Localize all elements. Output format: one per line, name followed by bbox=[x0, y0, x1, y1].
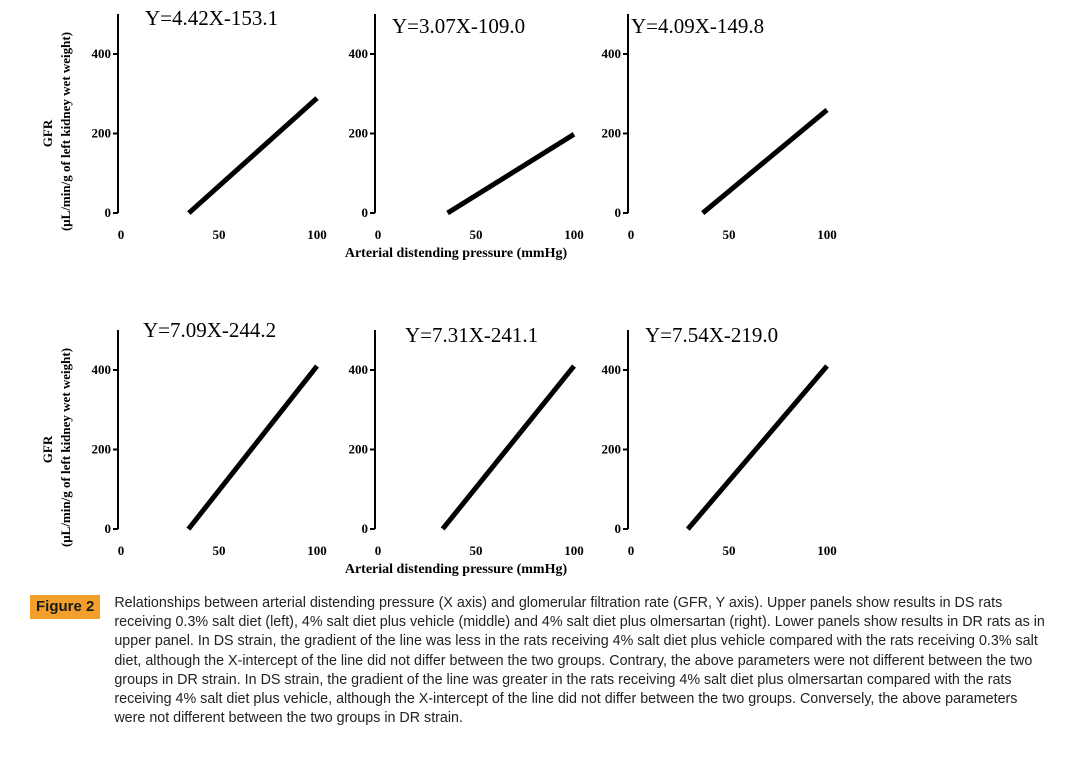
figure-caption bbox=[30, 594, 1052, 728]
x-tick-label: 0 bbox=[117, 543, 125, 558]
x-tick-label: 100 bbox=[307, 543, 327, 558]
y-tick-label: 400 bbox=[91, 46, 111, 61]
panel-upper-right bbox=[602, 14, 837, 242]
equation-label: Y=7.31X-241.1 bbox=[405, 323, 539, 347]
x-tick-label: 100 bbox=[817, 227, 837, 242]
y-tick-label: 200 bbox=[348, 441, 368, 457]
y-tick-label: 0 bbox=[614, 521, 621, 536]
panel-upper-left bbox=[40, 6, 327, 242]
equation-label: Y=4.09X-149.8 bbox=[631, 14, 765, 38]
x-tick-label: 50 bbox=[722, 227, 736, 242]
x-tick-label: 0 bbox=[374, 543, 382, 558]
regression-line bbox=[688, 366, 827, 529]
x-tick-label: 50 bbox=[469, 227, 483, 242]
panel-lower-left bbox=[40, 318, 327, 558]
y-tick-label: 200 bbox=[91, 441, 111, 457]
y-tick-label: 0 bbox=[614, 205, 621, 220]
y-tick-label: 0 bbox=[361, 521, 368, 536]
y-tick-label: 400 bbox=[348, 46, 368, 61]
equation-label: Y=7.54X-219.0 bbox=[645, 323, 779, 347]
y-tick-label: 0 bbox=[361, 205, 368, 220]
y-tick-label: 400 bbox=[601, 362, 621, 377]
y-axis-subtitle: (μL/min/g of left kidney wet weight) bbox=[58, 31, 73, 232]
regression-line bbox=[189, 98, 317, 213]
y-tick-label: 400 bbox=[91, 362, 111, 377]
x-axis-title: Arterial distending pressure (mmHg) bbox=[344, 246, 568, 261]
y-tick-label: 200 bbox=[348, 125, 368, 141]
equation-label: Y=3.07X-109.0 bbox=[392, 14, 526, 38]
x-tick-label: 100 bbox=[817, 543, 837, 558]
panel-lower-middle bbox=[345, 323, 584, 577]
regression-line bbox=[448, 134, 574, 213]
x-tick-label: 0 bbox=[117, 227, 125, 242]
x-tick-label: 50 bbox=[212, 227, 226, 242]
y-axis-subtitle: (μL/min/g of left kidney wet weight) bbox=[58, 347, 73, 548]
regression-line bbox=[703, 110, 827, 213]
x-tick-label: 50 bbox=[469, 543, 483, 558]
x-tick-label: 0 bbox=[374, 227, 382, 242]
equation-label: Y=7.09X-244.2 bbox=[143, 318, 277, 342]
equation-label: Y=4.42X-153.1 bbox=[145, 6, 279, 30]
y-tick-label: 200 bbox=[601, 125, 621, 141]
x-tick-label: 50 bbox=[212, 543, 226, 558]
panel-upper-middle bbox=[345, 14, 584, 261]
x-tick-label: 0 bbox=[627, 227, 635, 242]
y-tick-label: 200 bbox=[601, 441, 621, 457]
regression-line bbox=[443, 366, 574, 529]
x-tick-label: 0 bbox=[627, 543, 635, 558]
caption-text: Relationships between arterial distending pressure (X axis) and glomerular filtration rate (GFR, Y axis). Upper panels show results in DS rats receiving 0.3% salt diet (left), 4% salt diet plus vehicle (middle) and 4% salt diet plus olmersartan (right). Lower panels show results in DR rats as in upper panel. In DS strain, the gradient of the line was less in the rats receiving 4% salt diet plus vehicle compared with the rats receiving 0.3% salt diet, although the X-intercept of the line did not differ between the two groups. Contrary, the above parameters were not different between the two groups in DR strain. In DS strain, the gradient of the line was greater in the rats receiving 4% salt diet plus olmersartan compared with the rats receiving 4% salt diet plus vehicle, although the X-intercept of the line did not differ between the two groups. Conversely, the above parameters were not different between the two groups in DR strain. bbox=[114, 595, 1045, 727]
x-tick-label: 50 bbox=[722, 543, 736, 558]
y-tick-label: 0 bbox=[104, 521, 111, 536]
regression-line bbox=[188, 366, 317, 529]
x-tick-label: 100 bbox=[564, 543, 584, 558]
y-tick-label: 400 bbox=[348, 362, 368, 377]
figure-label: Figure 2 bbox=[30, 595, 100, 619]
y-axis-title: GFR bbox=[40, 435, 55, 464]
x-tick-label: 100 bbox=[307, 227, 327, 242]
y-tick-label: 400 bbox=[601, 46, 621, 61]
y-tick-label: 0 bbox=[104, 205, 111, 220]
panel-lower-right bbox=[602, 323, 837, 558]
x-axis-title: Arterial distending pressure (mmHg) bbox=[344, 562, 568, 577]
x-tick-label: 100 bbox=[564, 227, 584, 242]
y-axis-title: GFR bbox=[40, 119, 55, 148]
y-tick-label: 200 bbox=[91, 125, 111, 141]
